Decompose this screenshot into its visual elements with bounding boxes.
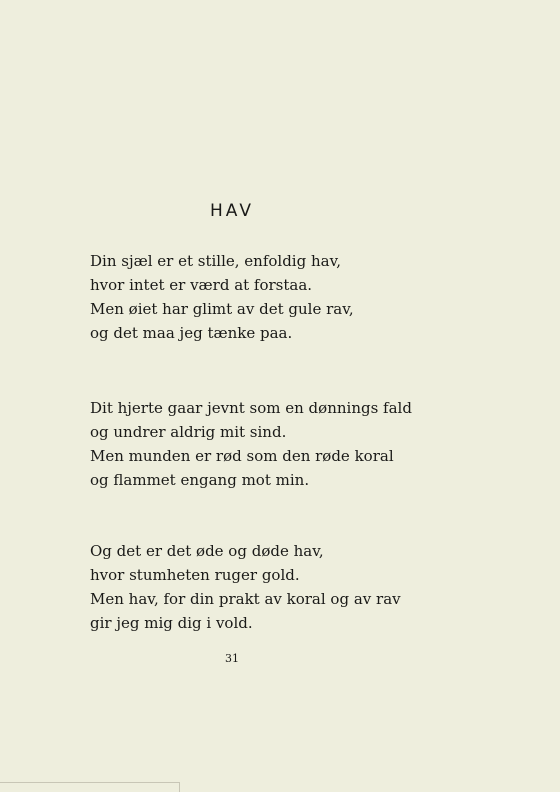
verse-line: gir jeg mig dig i vold. xyxy=(90,614,253,632)
verse-line: Men øiet har glimt av det gule rav, xyxy=(90,300,354,318)
verse-line: og undrer aldrig mit sind. xyxy=(90,423,287,441)
verse-line: Men hav, for din prakt av koral og av rav xyxy=(90,590,401,608)
verse-line: hvor stumheten ruger gold. xyxy=(90,566,300,584)
verse-line: Og det er det øde og døde hav, xyxy=(90,542,324,560)
poem-title: HAV xyxy=(210,201,254,221)
page-number: 31 xyxy=(225,652,239,665)
page-edge-divider xyxy=(179,782,180,792)
verse-line: og det maa jeg tænke paa. xyxy=(90,324,293,342)
verse-line: og flammet engang mot min. xyxy=(90,471,310,489)
stanza-2 xyxy=(90,396,420,492)
verse-line: Din sjæl er et stille, enfoldig hav, xyxy=(90,252,342,270)
verse-line: Dit hjerte gaar jevnt som en dønnings fald xyxy=(90,399,412,417)
verse-line: hvor intet er værd at forstaa. xyxy=(90,276,313,294)
stanza-1 xyxy=(90,249,420,345)
page-edge-divider xyxy=(0,782,180,783)
stanza-3 xyxy=(90,539,420,635)
verse-line: Men munden er rød som den røde koral xyxy=(90,447,394,465)
